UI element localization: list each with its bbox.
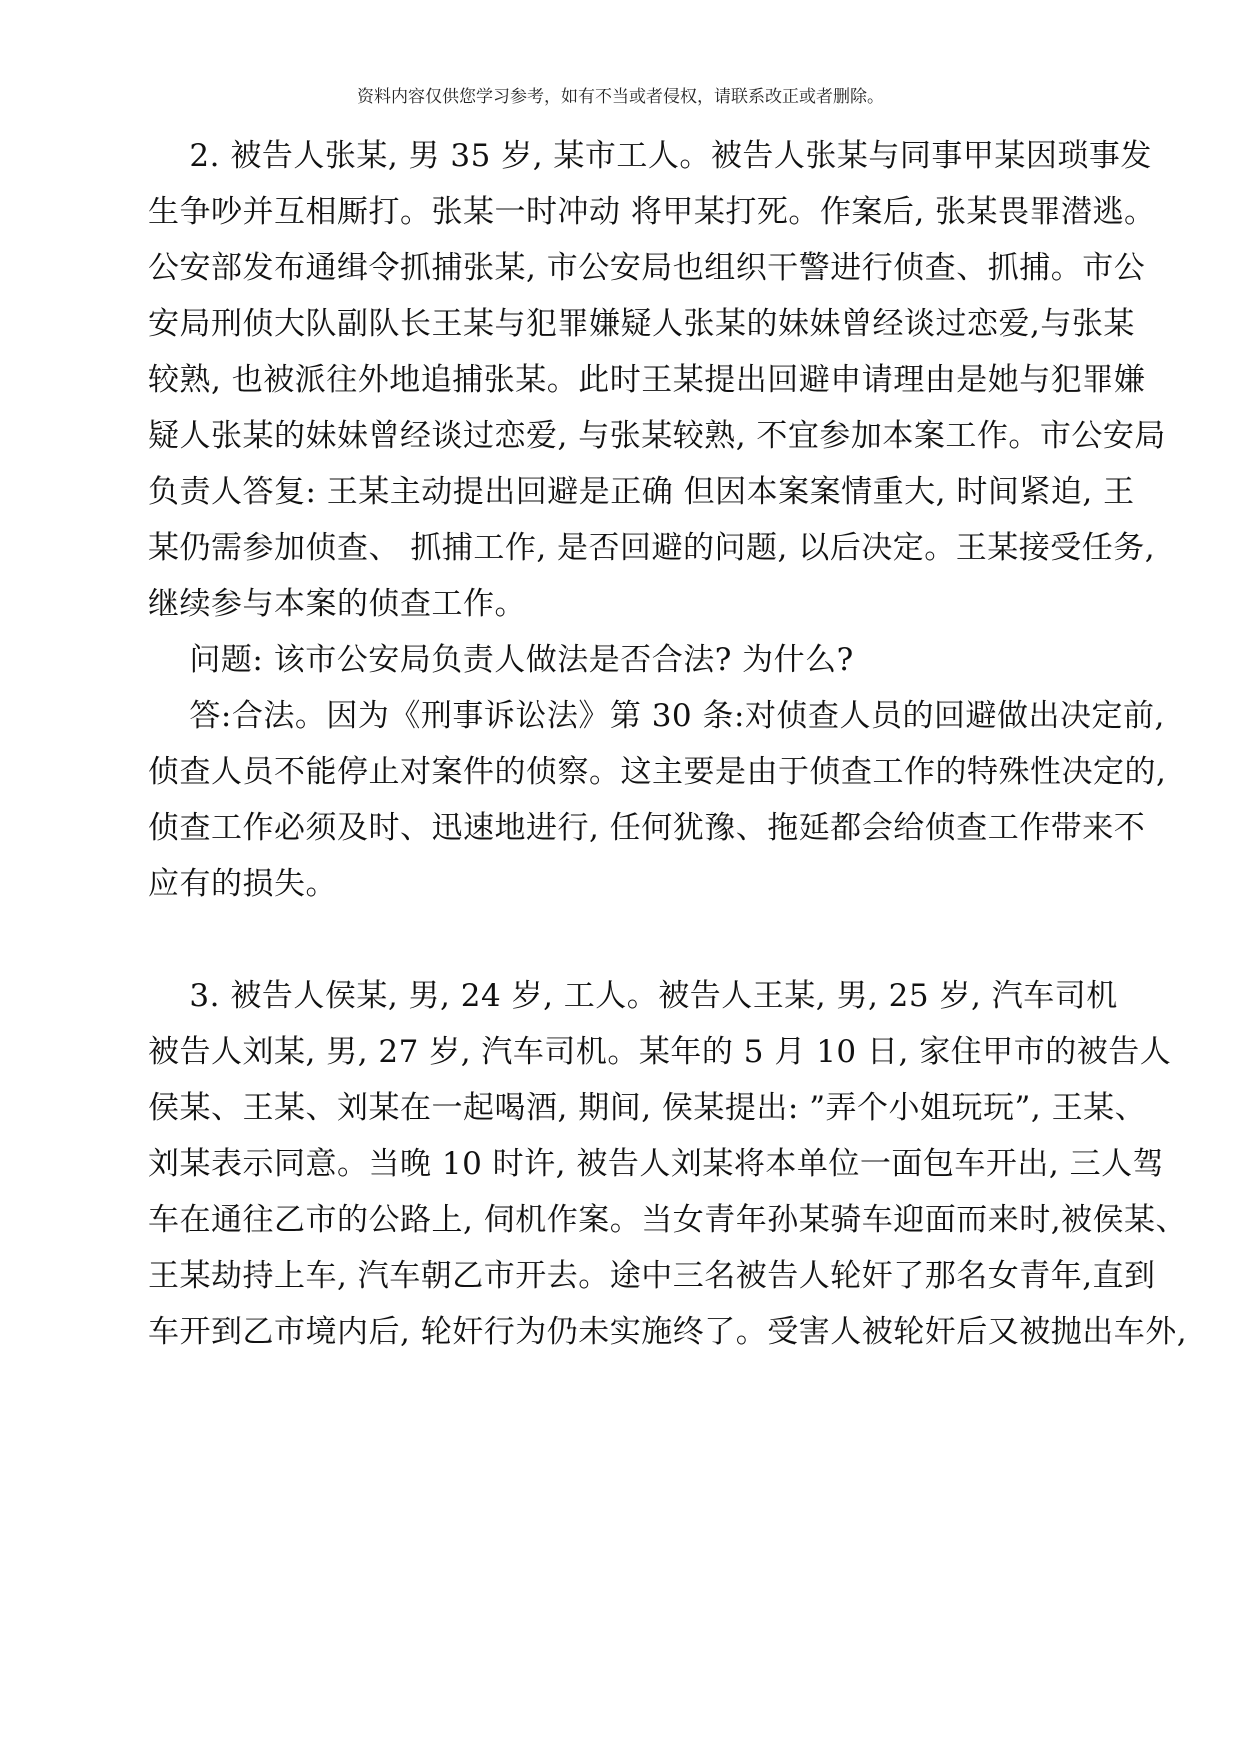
page-header-disclaimer: 资料内容仅供您学习参考，如有不当或者侵权，请联系改正或者删除。 [357,87,884,107]
case2-answer-line-2: 侦查人员不能停止对案件的侦察。这主要是由于侦查工作的特殊性决定的, [148,754,1167,790]
case3-line-4: 刘某表示同意。当晚 10 时许, 被告人刘某将本单位一面包车开出, 三人驾 [148,1146,1165,1182]
case2-line-6: 疑人张某的妹妹曾经谈过恋爱, 与张某较熟, 不宜参加本案工作。市公安局 [148,418,1166,454]
paragraph-spacer [148,912,1148,968]
document-body [148,128,1188,1360]
case2-answer-line-3: 侦查工作必须及时、迅速地进行, 任何犹豫、拖延都会给侦查工作带来不 [148,810,1146,846]
case3-line-5: 车在通往乙市的公路上, 伺机作案。当女青年孙某骑车迎面而来时,被侯某、 [148,1202,1188,1238]
case2-line-7: 负责人答复: 王某主动提出回避是正确 但因本案案情重大, 时间紧迫, 王 [148,474,1135,510]
case2-answer-line-4: 应有的损失。 [148,866,337,902]
case2-line-4: 安局刑侦大队副队长王某与犯罪嫌疑人张某的妹妹曾经谈过恋爱,与张某 [148,306,1135,342]
case2-line-9: 继续参与本案的侦查工作。 [148,586,526,622]
case2-answer-line-1: 答:合法。因为《刑事诉讼法》第 30 条:对侦查人员的回避做出决定前, [148,698,1165,734]
case2-line-3: 公安部发布通缉令抓捕张某, 市公安局也组织干警进行侦查、抓捕。市公 [148,250,1146,286]
case3-line-7: 车开到乙市境内后, 轮奸行为仍未实施终了。受害人被轮奸后又被抛出车外, [148,1314,1188,1350]
case3-line-6: 王某劫持上车, 汽车朝乙市开去。途中三名被告人轮奸了那名女青年,直到 [148,1258,1156,1294]
case2-line-2: 生争吵并互相厮打。张某一时冲动 将甲某打死。作案后, 张某畏罪潜逃。 [148,194,1156,230]
case2-line-1: 2. 被告人张某, 男 35 岁, 某市工人。被告人张某与同事甲某因琐事发 [148,138,1152,174]
case3-line-1: 3. 被告人侯某, 男, 24 岁, 工人。被告人王某, 男, 25 岁, 汽车司机 [148,978,1118,1014]
case2-question: 问题: 该市公安局负责人做法是否合法? 为什么? [148,642,854,678]
case2-line-8: 某仍需参加侦查、 抓捕工作, 是否回避的问题, 以后决定。王某接受任务, [148,530,1156,566]
case3-line-2: 被告人刘某, 男, 27 岁, 汽车司机。某年的 5 月 10 日, 家住甲市的被告人 [148,1034,1172,1070]
case3-line-3: 侯某、王某、刘某在一起喝酒, 期间, 侯某提出: ”弄个小姐玩玩”, 王某、 [148,1090,1147,1126]
case2-line-5: 较熟, 也被派往外地追捕张某。此时王某提出回避申请理由是她与犯罪嫌 [148,362,1146,398]
